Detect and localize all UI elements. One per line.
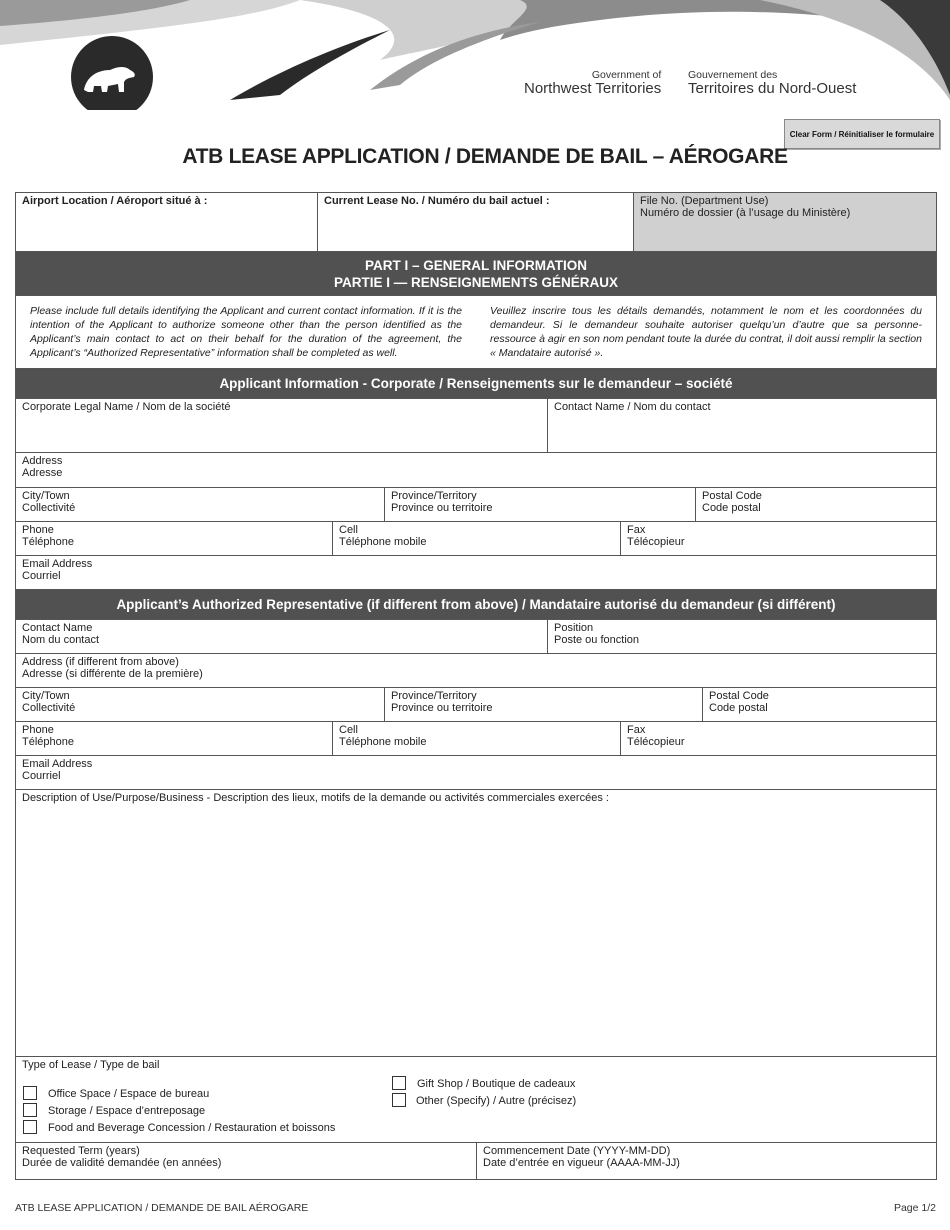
gov-en-logotype: Government of Northwest Territories — [524, 69, 662, 97]
other-label: Other (Specify) / Autre (précisez) — [416, 1095, 577, 1107]
page-title: ATB LEASE APPLICATION / DEMANDE DE BAIL – AÉROGARE — [182, 145, 788, 168]
food-beverage-checkbox[interactable] — [23, 1120, 37, 1134]
lease-application-form — [15, 192, 937, 1180]
rep-postal-code-field[interactable]: Postal Code Code postal — [709, 690, 769, 714]
file-number-department-field: File No. (Department Use) Numéro de dossier (à l’usage du Ministère) — [634, 193, 936, 251]
rep-phone-field[interactable]: Phone Téléphone — [16, 722, 333, 755]
rep-address-field[interactable]: Address (if different from above) Adresse (si différente de la première) — [22, 656, 203, 680]
corporate-legal-name-field[interactable]: Corporate Legal Name / Nom de la société — [16, 399, 548, 452]
rep-cell-field[interactable]: Cell Téléphone mobile — [333, 722, 621, 755]
applicant-section-heading: Applicant Information - Corporate / Renseignements sur le demandeur – société — [16, 369, 936, 399]
postal-code-field[interactable]: Postal Code Code postal — [702, 490, 762, 514]
page-number: Page 1/2 — [893, 1202, 936, 1214]
requested-term-field[interactable]: Requested Term (years) Durée de validité demandée (en années) — [16, 1143, 477, 1179]
part1-instructions — [16, 296, 936, 369]
province-field[interactable]: Province/Territory Province ou territoire — [385, 488, 696, 521]
cell-field[interactable]: Cell Téléphone mobile — [333, 522, 621, 555]
fax-field[interactable]: Fax Télécopieur — [627, 524, 685, 548]
gift-shop-checkbox[interactable] — [392, 1076, 406, 1090]
storage-checkbox[interactable] — [23, 1103, 37, 1117]
rep-city-field[interactable]: City/Town Collectivité — [16, 688, 385, 721]
airport-location-field[interactable]: Airport Location / Aéroport situé à : — [16, 193, 318, 251]
rep-position-field[interactable]: Position Poste ou fonction — [554, 622, 640, 646]
commencement-date-field[interactable]: Commencement Date (YYYY-MM-DD) Date d’entrée en vigueur (AAAA-MM-JJ) — [483, 1145, 680, 1169]
gift-shop-label: Gift Shop / Boutique de cadeaux — [417, 1078, 576, 1090]
representative-section-heading: Applicant’s Authorized Representative (if different from above) / Mandataire autorisé du demandeur (si différent) — [16, 590, 936, 620]
other-checkbox[interactable] — [392, 1093, 406, 1107]
rep-province-field[interactable]: Province/Territory Province ou territoire — [385, 688, 703, 721]
gov-fr-logotype: Gouvernement des Territoires du Nord-Ouest — [688, 69, 857, 97]
address-field[interactable]: Address Adresse — [22, 455, 63, 479]
contact-name-field[interactable]: Contact Name / Nom du contact — [554, 401, 711, 413]
lease-type-section — [16, 1057, 936, 1143]
phone-field[interactable]: Phone Téléphone — [16, 522, 333, 555]
part1-heading: PART I – GENERAL INFORMATION PARTIE I — RENSEIGNEMENTS GÉNÉRAUX — [16, 252, 936, 296]
rep-fax-field[interactable]: Fax Télécopieur — [627, 724, 685, 748]
food-beverage-label: Food and Beverage Concession / Restauration et boissons — [48, 1122, 336, 1134]
clear-form-button[interactable]: Clear Form / Réinitialiser le formulaire — [784, 119, 940, 149]
current-lease-field[interactable]: Current Lease No. / Numéro du bail actuel : — [318, 193, 634, 251]
footer-form-title: ATB LEASE APPLICATION / DEMANDE DE BAIL AÉROGARE — [15, 1202, 309, 1214]
office-space-label: Office Space / Espace de bureau — [48, 1088, 210, 1100]
rep-email-field[interactable]: Email Address Courriel — [22, 758, 93, 782]
instructions-en: Please include full details identifying the Applicant and current contact information. If it is the intention of the Applicant to authorize someone other than the person identified as the Applicant’s main contact to act on their behalf for the duration of the agreement, the Applicant’s “Authorized Representative” information shall be completed as well. — [30, 305, 462, 359]
city-field[interactable]: City/Town Collectivité — [16, 488, 385, 521]
lease-type-label: Type of Lease / Type de bail — [22, 1059, 160, 1071]
rep-contact-name-field[interactable]: Contact Name Nom du contact — [16, 620, 548, 653]
office-space-checkbox[interactable] — [23, 1086, 37, 1100]
instructions-fr: Veuillez inscrire tous les détails demandés, notamment le nom et les coordonnées du demandeur. Si le demandeur souhaite autoriser quelqu’un d’autre que sa personne-ressource à agir en son nom pendant toute la durée du contrat, il doit aussi remplir la section « Mandataire autorisé ». — [490, 305, 922, 359]
email-field[interactable]: Email Address Courriel — [22, 558, 93, 582]
storage-label: Storage / Espace d’entreposage — [48, 1105, 206, 1117]
description-of-use-textarea[interactable]: Description of Use/Purpose/Business - Description des lieux, motifs de la demande ou activités commerciales exercées : — [22, 792, 609, 804]
